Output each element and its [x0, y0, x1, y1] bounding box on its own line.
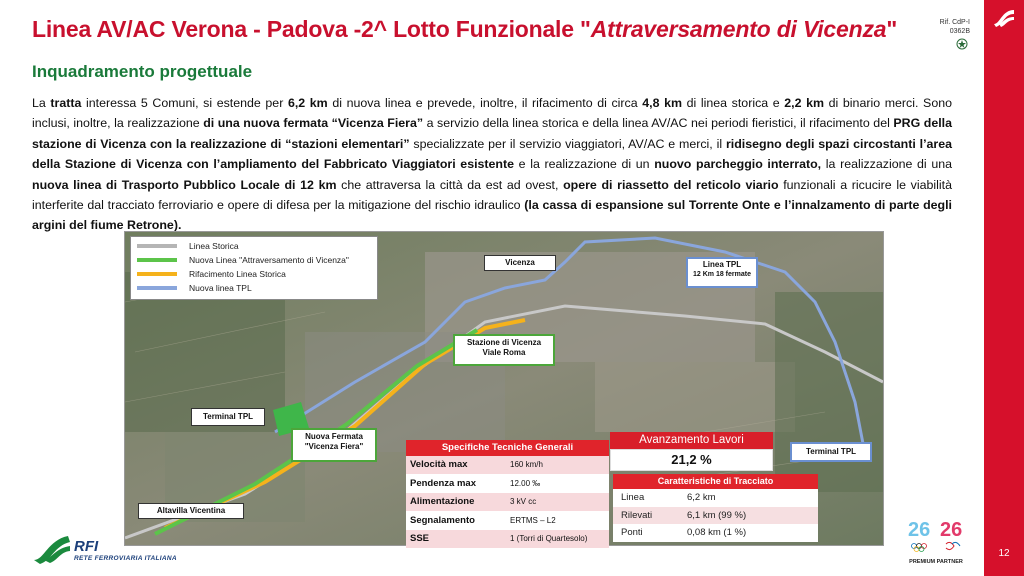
- label-terminal-tpl-west: Terminal TPL: [191, 408, 265, 426]
- label-altavilla: Altavilla Vicentina: [138, 503, 244, 519]
- table-row: Velocità max 160 km/h: [406, 456, 609, 475]
- table-row: Rilevati 6,1 km (99 %): [613, 507, 818, 525]
- progress-box: [610, 432, 773, 471]
- brand-subtitle: RETE FERROVIARIA ITALIANA: [74, 555, 177, 562]
- spec-table-title: Specifiche Tecniche Generali: [406, 440, 609, 456]
- tracciato-table: [613, 474, 818, 542]
- table-row: Pendenza max 12.00 ‰: [406, 475, 609, 494]
- document-reference: Rif. CdP-I 0362B: [939, 19, 970, 35]
- label-linea-tpl: Linea TPL 12 Km 18 fermate: [686, 257, 758, 288]
- premium-partner-label: PREMIUM PARTNER: [909, 559, 963, 565]
- label-stazione-vicenza: Stazione di Vicenza Viale Roma: [453, 334, 555, 366]
- fs-logo-icon: [992, 6, 1016, 28]
- page-title: Linea AV/AC Verona - Padova -2^ Lotto Funzionale "Attraversamento di Vicenza": [32, 16, 898, 42]
- tracciato-table-title: Caratteristiche di Tracciato: [613, 474, 818, 489]
- table-row: Linea 6,2 km: [613, 489, 818, 507]
- table-row: Segnalamento ERTMS – L2: [406, 512, 609, 531]
- legend-item: Nuova Linea "Attraversamento di Vicenza": [137, 253, 349, 267]
- project-description: La tratta interessa 5 Comuni, si estende per 6,2 km di nuova linea e prevede, inoltre, il rifacimento di circa 4,8 km di linea storica e 2,2 km di binario merci. Sono inclusi, inoltre, la realizzazione di una nuova fermata “Vicenza Fiera” a servizio della linea storica e della linea AV/AC nei periodi fieristici, il rifacimento del PRG della stazione di Vicenza con la realizzazione di “stazioni elementari” specializzate per il servizio viaggiatori, AV/AC e merci, il ridisegno degli spazi circostanti l’area della Stazione di Vicenza con l’ampliamento del Fabbricato Viaggiatori esistente e la realizzazione di un nuovo parcheggio interrato, la realizzazione di una nuova linea di Trasporto Pubblico Locale di 12 km che attraversa la città da est ad ovest, opere di riassetto del reticolo viario funzionali a ricucire le viabilità interferite dal tracciato ferroviario e opere di difesa per la mitigazione del rischio idraulico (la cassa di espansione sul Torrente Onte e l’innalzamento di parte degli argini del fiume Retrone).: [32, 96, 953, 233]
- page-number: 12: [998, 548, 1010, 559]
- table-row: SSE 1 (Torri di Quartesolo): [406, 530, 609, 549]
- legend-item: Rifacimento Linea Storica: [137, 267, 286, 281]
- progress-title: Avanzamento Lavori: [610, 432, 773, 449]
- progress-value: 21,2 %: [610, 449, 773, 471]
- label-terminal-tpl-east: Terminal TPL: [790, 442, 872, 462]
- spec-table: [406, 440, 609, 549]
- label-vicenza: Vicenza: [484, 255, 556, 271]
- legend-item: Linea Storica: [137, 239, 239, 253]
- olympic-games-logo-icon: [904, 512, 968, 554]
- legend-item: Nuova linea TPL: [137, 281, 252, 295]
- map-legend: [130, 236, 378, 300]
- brand-name: RFI: [74, 538, 99, 555]
- table-row: Ponti 0,08 km (1 %): [613, 524, 818, 542]
- republic-emblem-icon: [956, 38, 968, 50]
- table-row: Alimentazione 3 kV cc: [406, 493, 609, 512]
- svg-text:26: 26: [908, 519, 931, 541]
- label-nuova-fermata: Nuova Fermata "Vicenza Fiera": [291, 428, 377, 462]
- section-subtitle: Inquadramento progettuale: [32, 62, 253, 81]
- svg-text:26: 26: [940, 519, 963, 541]
- right-brand-band: [984, 0, 1024, 576]
